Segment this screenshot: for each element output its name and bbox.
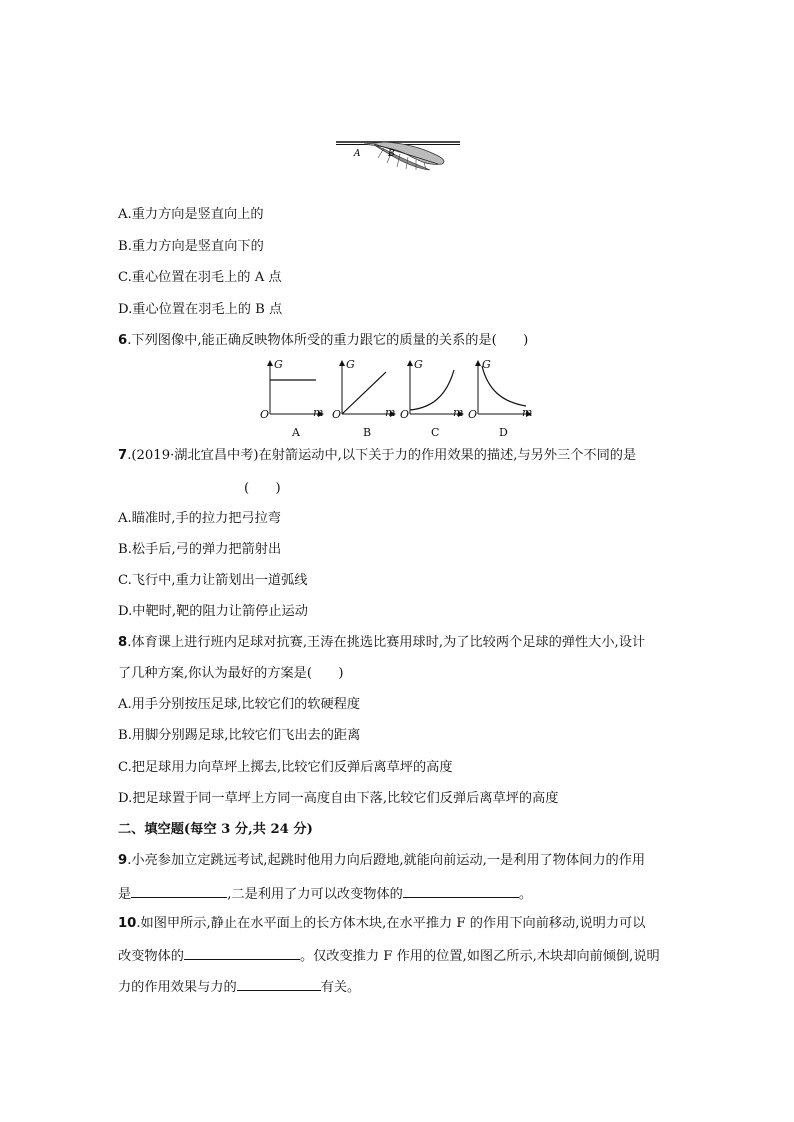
q5-option-b: B.重力方向是竖直向下的 xyxy=(118,239,264,254)
q10-blank-1[interactable] xyxy=(184,947,300,960)
q6-graph-a-m: m xyxy=(313,406,324,419)
q9-number: 9 xyxy=(118,853,128,868)
q10-line2 xyxy=(118,947,660,965)
q9-text-b: ,二是利用了力可以改变物体的 xyxy=(227,887,403,902)
q8-question-line1 xyxy=(118,635,645,651)
q6-graph-b-letter: B xyxy=(363,426,372,439)
q6-number: 6 xyxy=(118,333,128,348)
q6-graph-b-m: m xyxy=(385,406,396,419)
q6-graph-b-o: O xyxy=(332,408,342,421)
q7-number: 7 xyxy=(118,448,128,463)
q7-paren: ( ) xyxy=(244,481,281,496)
q6-graph-d-o: O xyxy=(468,408,478,421)
q8-question-line2: 了几种方案,你认为最好的方案是( ) xyxy=(118,666,344,681)
q6-graph-d xyxy=(468,358,534,440)
q8-option-d: D.把足球置于同一草坪上方同一高度自由下落,比较它们反弹后离草坪的高度 xyxy=(118,791,559,806)
section2-title: 二、填空题(每空 3 分,共 24 分) xyxy=(118,822,313,837)
q9-blank-1[interactable] xyxy=(131,885,227,898)
q8-option-a: A.用手分别按压足球,比较它们的软硬程度 xyxy=(118,697,361,712)
q9-text-a: 是 xyxy=(118,887,132,902)
q10-text-line1: .如图甲所示,静止在水平面上的长方体木块,在水平推力 F 的作用下向前移动,说明力可以 xyxy=(136,916,646,931)
q6-graph-c-letter: C xyxy=(431,426,440,439)
q5-option-a: A.重力方向是竖直向上的 xyxy=(118,207,264,222)
q7-option-c: C.飞行中,重力让箭划出一道弧线 xyxy=(118,573,308,588)
q7-option-b: B.松手后,弓的弹力把箭射出 xyxy=(118,542,282,557)
q7-option-a: A.瞄准时,手的拉力把弓拉弯 xyxy=(118,511,281,526)
q6-graph-b xyxy=(332,358,396,440)
q10-text-d: 有关。 xyxy=(320,980,361,995)
q6-graph-c-o: O xyxy=(400,408,410,421)
q6-graph-d-g: G xyxy=(482,358,491,371)
q5-option-c: C.重心位置在羽毛上的 A 点 xyxy=(118,270,282,285)
q8-number: 8 xyxy=(118,635,128,650)
feather-label-b: B xyxy=(388,149,395,159)
q9-text-line1: .小亮参加立定跳远考试,起跳时他用力向后蹬地,就能向前运动,一是利用了物体间力的作用 xyxy=(127,853,646,868)
q10-number: 10 xyxy=(118,916,137,931)
q10-text-a: 改变物体的 xyxy=(118,949,184,964)
q6-graph-c-m: m xyxy=(453,406,464,419)
q8-text-line1: .体育课上进行班内足球对抗赛,王涛在挑选比赛用球时,为了比较两个足球的弹性大小,设计 xyxy=(127,635,646,650)
q10-blank-2[interactable] xyxy=(237,978,321,991)
q6-graph-b-g: G xyxy=(346,358,355,371)
q9-text-c: 。 xyxy=(518,887,533,902)
q6-graph-a-letter: A xyxy=(292,426,300,439)
q10-text-b: 。仅改变推力 F 作用的位置,如图乙所示,木块却向前倾倒,说明 xyxy=(299,949,660,964)
q6-graph-d-m: m xyxy=(522,406,533,419)
q6-graph-d-letter: D xyxy=(499,426,508,439)
q5-option-d: D.重心位置在羽毛上的 B 点 xyxy=(118,302,283,317)
q6-graph-c xyxy=(400,358,464,440)
q7-text: .(2019·湖北宜昌中考)在射箭运动中,以下关于力的作用效果的描述,与另外三个不同的是 xyxy=(127,448,637,463)
q8-option-c: C.把足球用力向草坪上掷去,比较它们反弹后离草坪的高度 xyxy=(118,760,453,775)
q10-line3 xyxy=(118,978,360,996)
q7-question xyxy=(118,448,636,464)
q7-option-d: D.中靶时,靶的阻力让箭停止运动 xyxy=(118,604,308,619)
q8-option-b: B.用脚分别踢足球,比较它们飞出去的距离 xyxy=(118,728,361,743)
q6-text: .下列图像中,能正确反映物体所受的重力跟它的质量的关系的是( ) xyxy=(127,333,529,348)
q6-graph-a-o: O xyxy=(260,408,270,421)
q6-graph-a-g: G xyxy=(274,358,283,371)
q10-text-c: 力的作用效果与力的 xyxy=(118,980,237,995)
feather-label-a: A xyxy=(354,149,361,159)
q10-line1 xyxy=(118,916,645,932)
q6-graph-c-g: G xyxy=(414,358,423,371)
feather-figure xyxy=(334,134,464,176)
q9-line2 xyxy=(118,885,532,903)
q9-blank-2[interactable] xyxy=(403,885,519,898)
q6-question xyxy=(118,333,528,349)
q9-line1 xyxy=(118,853,645,869)
q6-graph-a xyxy=(260,358,324,440)
